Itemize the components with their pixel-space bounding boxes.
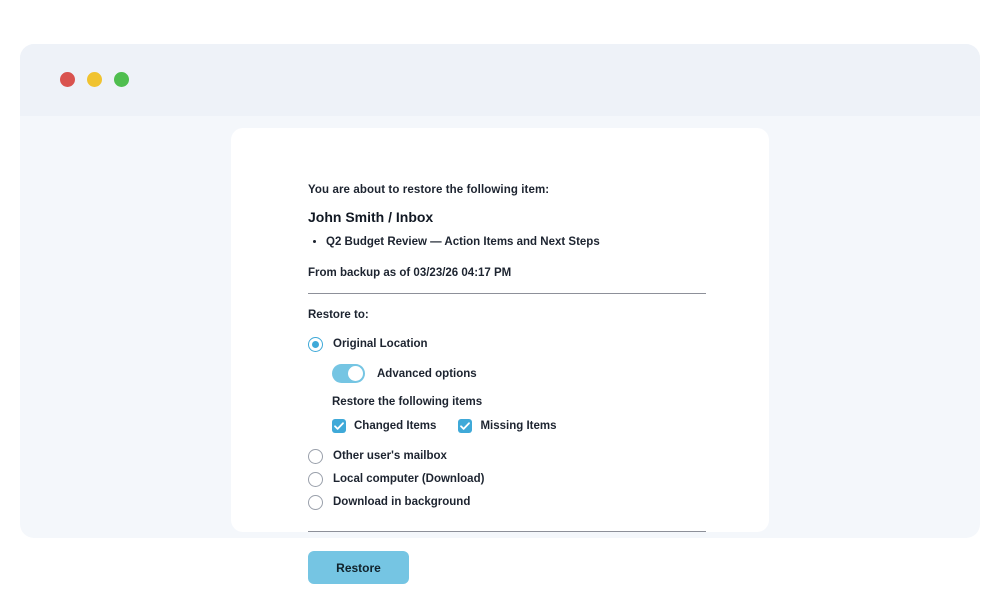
checkbox-label: Changed Items (354, 420, 437, 433)
advanced-options-label: Advanced options (377, 367, 477, 380)
backup-timestamp: From backup as of 03/23/26 04:17 PM (308, 267, 512, 280)
checkmark-icon[interactable] (458, 419, 472, 433)
item-path: John Smith / Inbox (308, 209, 434, 225)
radio-label: Download in background (333, 496, 471, 509)
radio-icon[interactable] (308, 472, 323, 487)
restore-dialog (231, 128, 769, 575)
restore-dialog-body (308, 184, 706, 584)
radio-label: Original Location (333, 338, 428, 351)
radio-option-original-location[interactable] (308, 333, 706, 355)
app-window (20, 44, 980, 575)
advanced-options-toggle-row[interactable] (332, 364, 706, 383)
divider-bottom (308, 531, 706, 532)
advanced-options-block (308, 364, 706, 433)
radio-option-local-computer-download[interactable] (308, 468, 706, 490)
maximize-window-button[interactable] (114, 72, 129, 87)
item-list (308, 234, 706, 251)
radio-label: Local computer (Download) (333, 473, 485, 486)
restore-button[interactable]: Restore (308, 551, 409, 584)
radio-icon[interactable] (308, 495, 323, 510)
checkbox-missing-items[interactable] (458, 419, 556, 433)
dialog-footer (308, 551, 706, 584)
checkmark-icon[interactable] (332, 419, 346, 433)
radio-option-other-users-mailbox[interactable] (308, 445, 706, 467)
checkbox-label: Missing Items (480, 420, 557, 433)
radio-icon[interactable] (308, 337, 323, 352)
radio-label: Other user's mailbox (333, 450, 447, 463)
window-titlebar (20, 44, 980, 116)
dialog-lead-text: You are about to restore the following item: (308, 184, 550, 196)
restore-to-label: Restore to: (308, 309, 369, 322)
radio-option-download-in-background[interactable] (308, 491, 706, 513)
close-window-button[interactable] (60, 72, 75, 87)
divider-top (308, 293, 706, 294)
list-item: • Q2 Budget Review — Action Items and Next Steps (326, 234, 706, 251)
minimize-window-button[interactable] (87, 72, 102, 87)
restore-items-checkbox-group (332, 419, 706, 433)
checkbox-changed-items[interactable] (332, 419, 436, 433)
toggle-knob (348, 366, 363, 381)
radio-icon[interactable] (308, 449, 323, 464)
window-controls (60, 72, 129, 87)
toggle-switch-icon[interactable] (332, 364, 365, 383)
restore-items-label: Restore the following items (332, 396, 483, 409)
